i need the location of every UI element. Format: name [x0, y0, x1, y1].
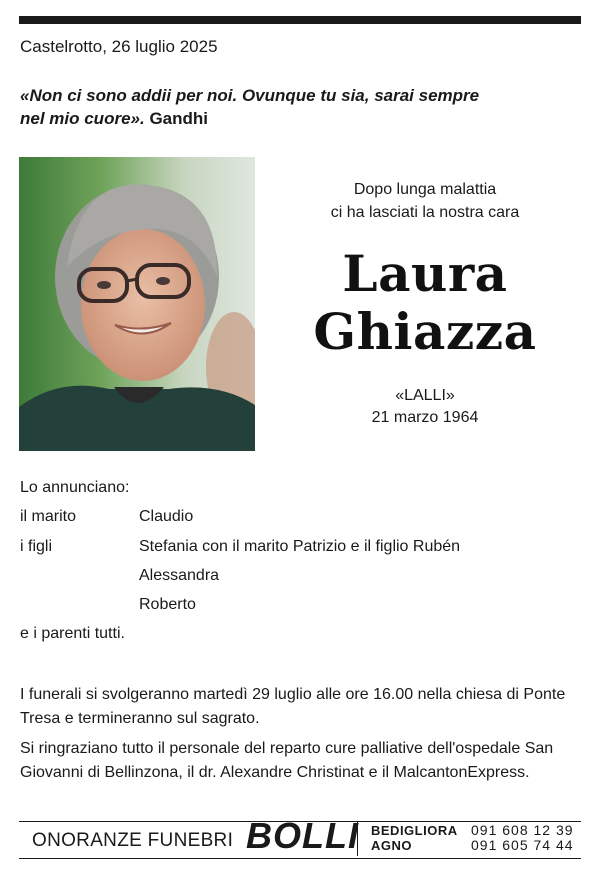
relation-name: Claudio — [139, 508, 194, 525]
funeral-home-label: ONORANZE FUNEBRI — [32, 830, 234, 851]
deceased-last-name: Ghiazza — [313, 302, 537, 361]
portrait-photo — [19, 157, 255, 451]
quote-text: «Non ci sono addii per noi. Ovunque tu sia, sarai sempre nel mio cuore». — [20, 86, 480, 128]
announcers-closing: e i parenti tutti. — [20, 625, 125, 642]
location-name: AGNO — [371, 838, 412, 853]
place-date: Castelrotto, 26 luglio 2025 — [20, 37, 218, 56]
relation-name: Alessandra — [139, 567, 220, 584]
deceased-first-name: Laura — [342, 244, 508, 303]
funeral-text: I funerali si svolgeranno martedì 29 luglio alle ore 16.00 nella chiesa di Ponte Tresa e termineranno sul sagrato. — [20, 686, 566, 727]
intro-line-2: ci ha lasciati la nostra cara — [330, 204, 520, 221]
top-rule — [19, 16, 581, 24]
deceased-birth-date: 21 marzo 1964 — [371, 409, 479, 426]
footer-bottom-rule — [19, 858, 581, 859]
relation-label: il marito — [20, 508, 77, 525]
announcers-heading: Lo annunciano: — [20, 479, 130, 496]
relation-label: i figli — [20, 538, 53, 555]
location-name: BEDIGLIORA — [371, 823, 458, 838]
location-phone: 091 605 74 44 — [471, 837, 574, 853]
relation-name: Roberto — [139, 596, 196, 613]
quote — [20, 84, 500, 130]
funeral-home-brand: BOLLI — [246, 815, 359, 856]
portrait-illustration — [19, 157, 255, 451]
thanks-text: Si ringraziano tutto il personale del reparto cure palliative dell'ospedale San Giovanni di Bellinzona, il dr. Alexandre Christinat e il MalcantonExpress. — [20, 740, 554, 781]
location-phone: 091 608 12 39 — [471, 822, 574, 838]
deceased-nickname: «LALLI» — [395, 387, 455, 404]
relation-name: Stefania con il marito Patrizio e il figlio Rubén — [139, 538, 461, 555]
intro-line-1: Dopo lunga malattia — [353, 181, 497, 198]
quote-author: Gandhi — [149, 109, 208, 128]
